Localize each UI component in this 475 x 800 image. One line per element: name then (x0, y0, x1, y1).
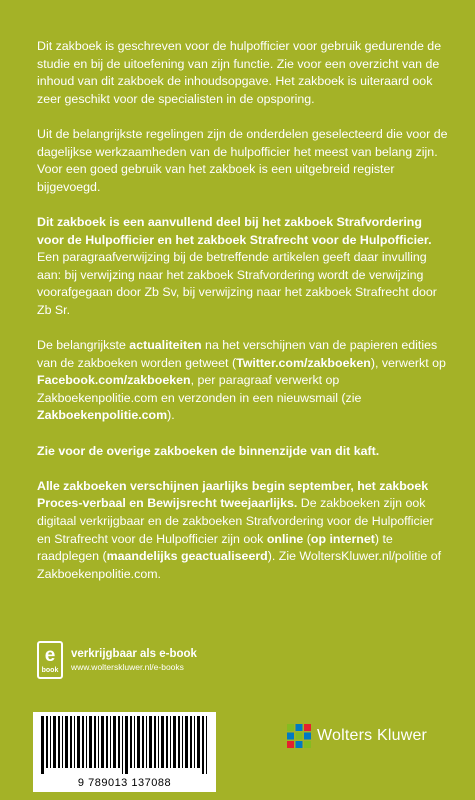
bold-text: Twitter.com/zakboeken (236, 355, 371, 370)
publisher-name: Wolters Kluwer (317, 727, 428, 744)
barcode-bar (134, 716, 135, 768)
text-segment: na het verschijnen van de papieren edities van de zakboeken worden getweet ( (37, 338, 438, 370)
barcode-bar (197, 716, 200, 768)
bold-text: Zie voor de overige zakboeken de binnenzijde van dit kaft. (37, 443, 380, 458)
barcode-bar (182, 716, 183, 768)
wolters-kluwer-logo-icon (287, 724, 311, 748)
barcode-bar (113, 716, 116, 768)
text-segment: De zakboeken zijn ook digitaal verkrijgbaar en de zakboeken Strafvordering voor de Hulpofficier en Strafrecht voor de Hulpofficier zijn ook (37, 496, 434, 546)
barcode-bar (101, 716, 104, 768)
barcode-bar (74, 716, 75, 768)
barcode-bar (130, 716, 132, 768)
barcode-bar (86, 716, 87, 768)
barcode-bar (154, 716, 156, 768)
barcode (33, 712, 216, 792)
paragraph (37, 443, 449, 461)
barcode-bar (194, 716, 195, 768)
barcode-bar (94, 716, 96, 768)
barcode-bar (82, 716, 84, 768)
barcode-bar (137, 716, 140, 768)
text-segment: ). Zie WoltersKluwer.nl/politie of Zakboekenpolitie.com. (37, 549, 442, 581)
publisher-logo (287, 724, 427, 748)
barcode-bar (161, 716, 164, 768)
bold-text: online (266, 531, 304, 546)
barcode-bar (173, 716, 176, 768)
barcode-bar (50, 716, 51, 768)
paragraph (37, 478, 449, 584)
barcode-bar (62, 716, 63, 768)
barcode-bar (122, 716, 123, 774)
text-segment: Een paragraafverwijzing bij de betreffende artikelen geeft daar invulling aan: bij verwijzing naar het zakboek Strafvordering wordt de verwijzing voorafgegaan door Zb Sv, bij verwijzing naar het zakboek Strafrecht door Zb Sr. (37, 250, 437, 317)
ebook-icon (37, 641, 63, 679)
barcode-bar (77, 716, 80, 768)
bold-text: Zakboekenpolitie.com (37, 408, 168, 423)
barcode-number: 9 789013 137088 (77, 777, 172, 789)
ebook-label: verkrijgbaar als e-book (71, 648, 197, 660)
barcode-bar (146, 716, 147, 768)
text-segment: Uit de belangrijkste regelingen zijn de onderdelen geselecteerd die voor de dagelijkse werkzaamheden van de hulpofficier het meest van belang zijn. Voor een goed gebruik van het zakboek is een uitgebreid register bijgevoegd. (37, 126, 448, 194)
back-cover-text (37, 38, 449, 601)
barcode-bar (206, 716, 207, 774)
barcode-bar (125, 716, 128, 774)
barcode-bar (149, 716, 152, 768)
barcode-bar (58, 716, 60, 768)
barcode-bar (65, 716, 68, 768)
ebook-badge (37, 640, 197, 680)
barcode-bar (46, 716, 48, 768)
paragraph (37, 38, 449, 108)
bold-text: Facebook.com/zakboeken (37, 373, 191, 388)
barcode-bar (178, 716, 180, 768)
barcode-bar (70, 716, 72, 768)
barcode-bar (110, 716, 111, 768)
ebook-icon-letter: e (44, 645, 56, 666)
barcode-bar (106, 716, 108, 768)
barcode-bar (158, 716, 159, 768)
barcode-bar (118, 716, 120, 768)
bold-text: actualiteiten (129, 338, 202, 353)
barcode-bar (166, 716, 168, 768)
text-segment: ). (167, 408, 175, 423)
bold-text: Alle zakboeken verschijnen jaarlijks begin september, het zakboek Proces-verbaal en Bewijsrecht tweejaarlijks. (37, 478, 429, 511)
barcode-bar (190, 716, 192, 768)
text-segment: ) te raadplegen ( (37, 531, 393, 564)
bold-text: Dit zakboek is een aanvullend deel bij het zakboek Strafvordering voor de Hulpofficier en het zakboek Strafrecht voor de Hulpofficier. (37, 214, 432, 247)
text-segment: De belangrijkste (37, 338, 130, 353)
barcode-bar (41, 716, 44, 774)
barcode-bar (53, 716, 56, 768)
barcode-bar (170, 716, 171, 768)
bold-text: maandelijks geactualiseerd (106, 549, 268, 564)
barcode-bar (98, 716, 99, 768)
text-segment: ( (303, 531, 311, 546)
ebook-text (71, 647, 197, 673)
bold-text: op internet (310, 531, 375, 546)
barcode-bar (202, 716, 204, 774)
paragraph (37, 214, 449, 320)
barcode-bars (39, 716, 210, 774)
barcode-bar (142, 716, 144, 768)
text-segment: ), verwerkt op (370, 355, 446, 370)
text-segment: Dit zakboek is geschreven voor de hulpofficier voor gebruik gedurende de studie en bij de uitoefening van zijn functie. Zie voor een overzicht van de inhoud van dit zakboek de inhoudsopgave. Het zakboek is uiteraard ook zeer geschikt voor de specialisten in de opsporing. (37, 39, 442, 106)
barcode-bar (185, 716, 188, 768)
barcode-bar (89, 716, 92, 768)
ebook-icon-caption: book (41, 667, 59, 674)
paragraph (37, 337, 449, 425)
ebook-url: www.wolterskluwer.nl/e-books (71, 662, 184, 672)
paragraph (37, 126, 449, 196)
text-segment: , per paragraaf verwerkt op Zakboekenpolitie.com en verzonden in een nieuwsmail (zie (37, 373, 362, 405)
